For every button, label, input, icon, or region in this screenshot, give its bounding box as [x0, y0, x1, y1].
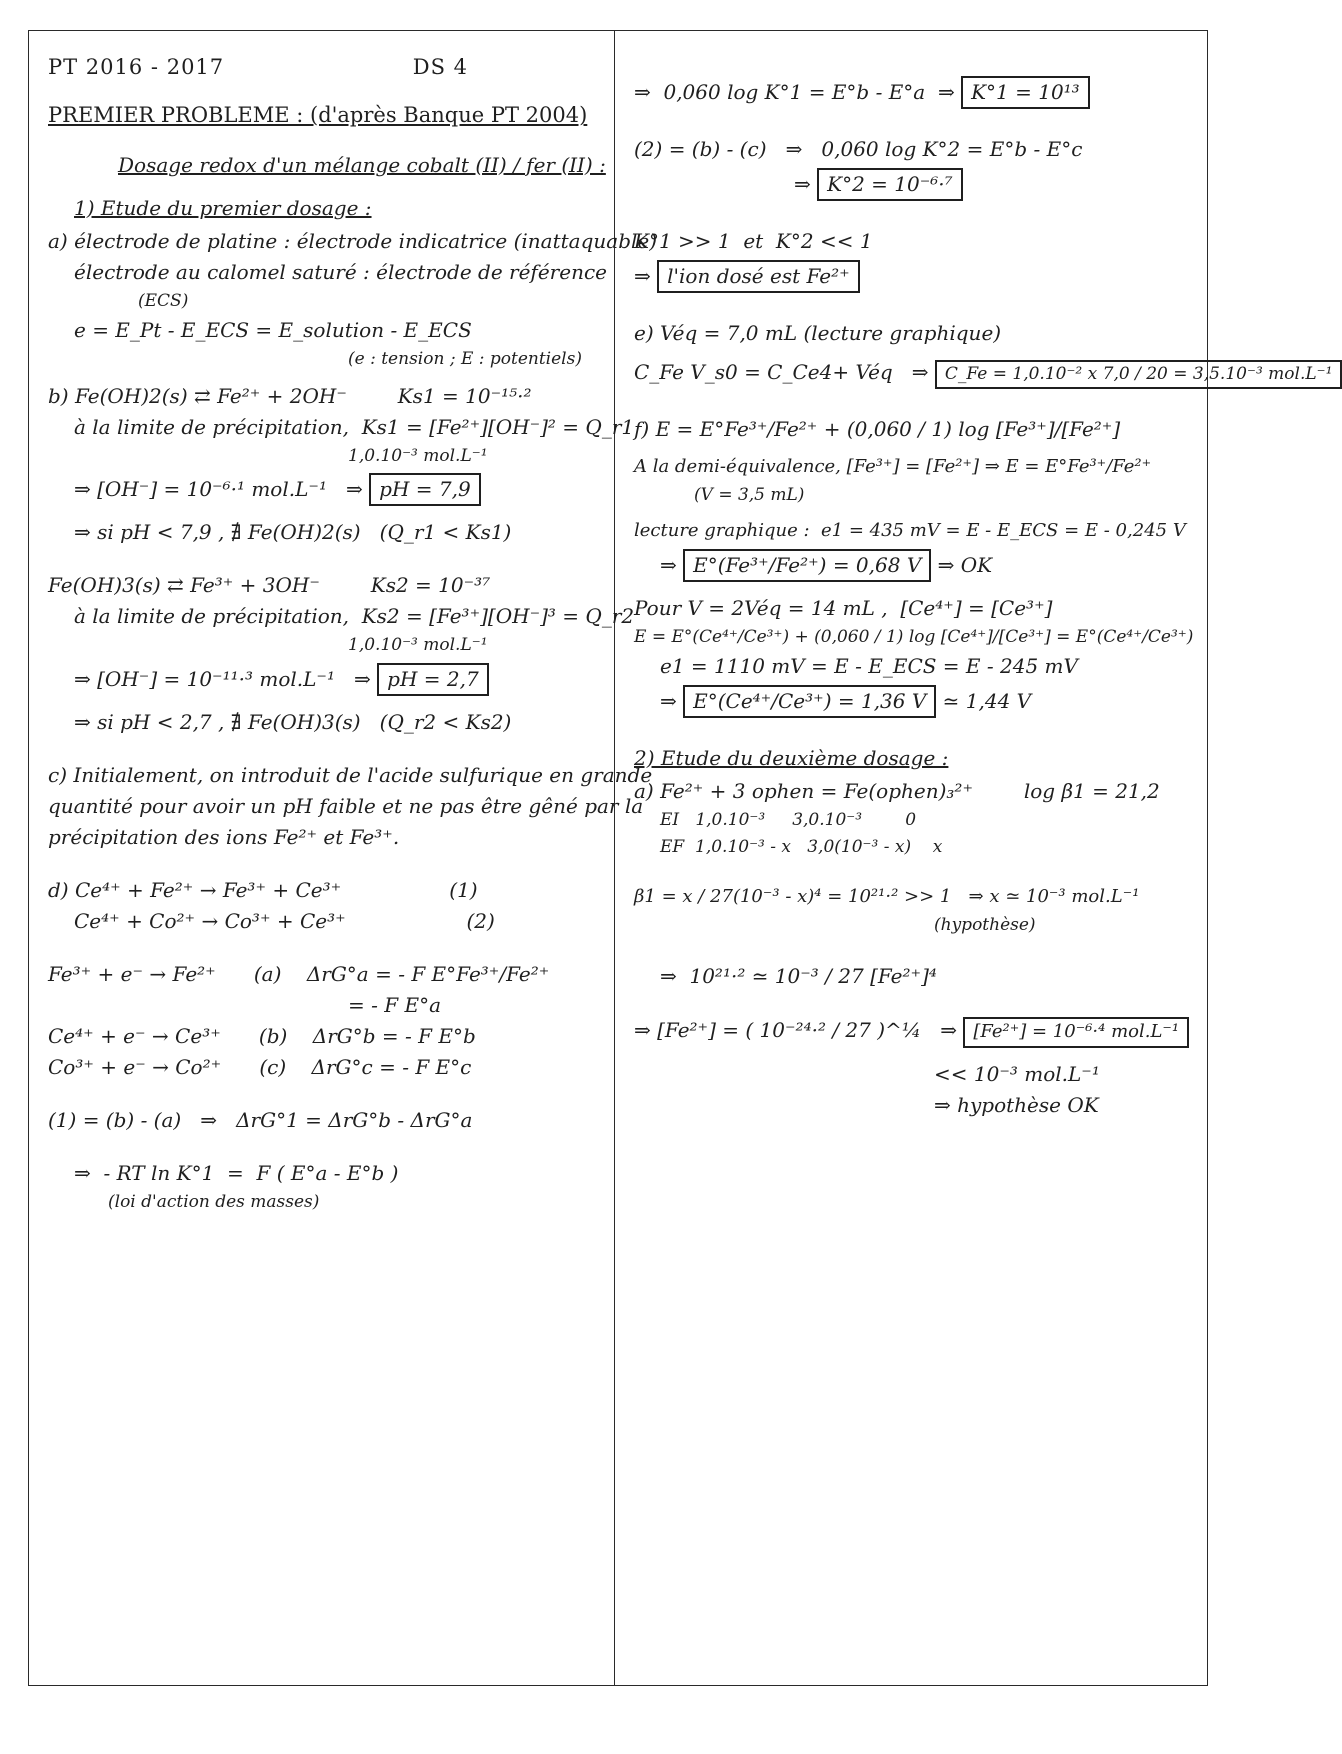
school-year: PT 2016 - 2017 — [48, 55, 225, 79]
line-e2-text: C_Fe V_s0 = C_Ce4+ Véq ⇒ — [634, 360, 929, 384]
result-ph-2: pH = 2,7 — [377, 663, 489, 696]
line-d2: Ce⁴⁺ + Co²⁺ → Co³⁺ + Ce³⁺ (2) — [74, 908, 495, 933]
line-r2: (2) = (b) - (c) ⇒ 0,060 log K°2 = E°b - E°c — [634, 137, 1083, 161]
line-d8: (loi d'action des masses) — [108, 1191, 320, 1212]
line-g7: << 10⁻³ mol.L⁻¹ — [934, 1061, 1100, 1086]
problem-title: PREMIER PROBLEME : (d'après Banque PT 2004) — [48, 103, 588, 128]
line-a1: a) électrode de platine : électrode indicatrice (inattaquable) — [48, 228, 658, 253]
line-r3-result: ⇒ l'ion dosé est Fe²⁺ — [634, 260, 1196, 293]
result-titrated-ion: l'ion dosé est Fe²⁺ — [657, 260, 860, 293]
line-d6: (1) = (b) - (a) ⇒ ΔrG°1 = ΔrG°b - ΔrG°a — [48, 1107, 473, 1132]
line-f1: f) E = E°Fe³⁺/Fe²⁺ + (0,060 / 1) log [Fe³⁺]/[Fe²⁺] — [634, 417, 1121, 442]
line-b6: à la limite de précipitation, Ks2 = [Fe³⁺][OH⁻]³ = Q_r2 — [74, 604, 635, 629]
right-column — [618, 30, 1333, 1680]
left-column — [30, 30, 658, 1680]
problem-subtitle: Dosage redox d'un mélange cobalt (II) / fer (II) : — [118, 152, 606, 177]
line-g4b: (hypothèse) — [934, 914, 1036, 935]
line-b6-value: 1,0.10⁻³ mol.L⁻¹ — [348, 635, 488, 656]
line-a2: électrode au calomel saturé : électrode de référence — [74, 259, 607, 284]
line-b5: Fe(OH)3(s) ⇄ Fe³⁺ + 3OH⁻ Ks2 = 10⁻³⁷ — [48, 573, 491, 598]
line-d3: Fe³⁺ + e⁻ → Fe²⁺ (a) ΔrG°a = - F E°Fe³⁺/Fe²⁺ — [48, 961, 550, 986]
line-f3: lecture graphique : e1 = 435 mV = E - E_ECS = E - 0,245 V — [634, 520, 1186, 541]
line-f2: A la demi-équivalence, [Fe³⁺] = [Fe²⁺] ⇒ E = E°Fe³⁺/Fe²⁺ — [634, 456, 1152, 478]
result-k2: K°2 = 10⁻⁶·⁷ — [817, 168, 963, 201]
line-f8b: ≃ 1,44 V — [942, 688, 1032, 713]
result-ph-1: pH = 7,9 — [369, 473, 481, 506]
line-b2-value: 1,0.10⁻³ mol.L⁻¹ — [348, 446, 488, 466]
line-g2: EI 1,0.10⁻³ 3,0.10⁻³ 0 — [660, 809, 917, 830]
line-c2: quantité pour avoir un pH faible et ne pas être gêné par la — [48, 793, 644, 818]
result-concentration: C_Fe = 1,0.10⁻² x 7,0 / 20 = 3,5.10⁻³ mol.L⁻¹ — [935, 360, 1342, 389]
line-g1: a) Fe²⁺ + 3 ophen = Fe(ophen)₃²⁺ log β1 = 21,2 — [634, 778, 1160, 803]
line-b3: ⇒ [OH⁻] = 10⁻⁶·¹ mol.L⁻¹ ⇒ pH = 7,9 — [74, 473, 604, 506]
line-f4-ok: ⇒ OK — [937, 552, 993, 577]
exam-name: DS 4 — [412, 55, 468, 79]
line-c3: précipitation des ions Fe²⁺ et Fe³⁺. — [48, 824, 400, 849]
line-g6-text: ⇒ [Fe²⁺] = ( 10⁻²⁴·² / 27 )^¼ ⇒ — [634, 1018, 957, 1042]
line-d7: ⇒ - RT ln K°1 = F ( E°a - E°b ) — [74, 1160, 399, 1185]
part1-heading: 1) Etude du premier dosage : — [74, 195, 372, 220]
line-e2 — [634, 360, 1333, 389]
line-b4: ⇒ si pH < 7,9 , ∄ Fe(OH)2(s) (Q_r1 < Ks1) — [74, 520, 512, 545]
column-divider — [614, 30, 615, 1686]
line-f7: e1 = 1110 mV = E - E_ECS = E - 245 mV — [660, 653, 1078, 678]
line-a3-note: (e : tension ; E : potentiels) — [348, 348, 582, 369]
line-r1-text: ⇒ 0,060 log K°1 = E°b - E°a — [634, 80, 926, 104]
line-a2b: (ECS) — [138, 290, 189, 311]
line-d5: Co³⁺ + e⁻ → Co²⁺ (c) ΔrG°c = - F E°c — [48, 1054, 472, 1079]
result-e-fe: E°(Fe³⁺/Fe²⁺) = 0,68 V — [683, 549, 931, 582]
line-r3: K°1 >> 1 et K°2 << 1 — [634, 229, 873, 253]
line-r2-result: ⇒ K°2 = 10⁻⁶·⁷ — [794, 168, 1196, 201]
line-f5: Pour V = 2Véq = 14 mL , [Ce⁴⁺] = [Ce³⁺] — [634, 595, 1053, 620]
line-f8: ⇒ E°(Ce⁴⁺/Ce³⁺) = 1,36 V ≃ 1,44 V — [660, 685, 1196, 718]
line-b8: ⇒ si pH < 2,7 , ∄ Fe(OH)3(s) (Q_r2 < Ks2) — [74, 709, 512, 734]
line-f4: ⇒ E°(Fe³⁺/Fe²⁺) = 0,68 V ⇒ OK — [660, 549, 1196, 582]
line-b7-text: ⇒ [OH⁻] = 10⁻¹¹·³ mol.L⁻¹ — [74, 666, 335, 691]
part2-heading: 2) Etude du deuxième dosage : — [634, 745, 949, 770]
result-e-ce: E°(Ce⁴⁺/Ce³⁺) = 1,36 V — [683, 685, 936, 718]
line-b2: à la limite de précipitation, Ks1 = [Fe²⁺][OH⁻]² = Q_r1 — [74, 415, 635, 439]
line-r1: ⇒ 0,060 log K°1 = E°b - E°a ⇒ K°1 = 10¹³ — [634, 76, 1196, 109]
line-b1: b) Fe(OH)2(s) ⇄ Fe²⁺ + 2OH⁻ Ks1 = 10⁻¹⁵·² — [48, 384, 532, 408]
line-a3: e = E_Pt - E_ECS = E_solution - E_ECS — [74, 317, 472, 342]
line-f6: E = E°(Ce⁴⁺/Ce³⁺) + (0,060 / 1) log [Ce⁴⁺]/[Ce³⁺] = E°(Ce⁴⁺/Ce³⁺) — [634, 626, 1194, 647]
line-f2b: (V = 3,5 mL) — [694, 484, 805, 505]
line-g3: EF 1,0.10⁻³ - x 3,0(10⁻³ - x) x — [660, 837, 943, 857]
line-e1: e) Véq = 7,0 mL (lecture graphique) — [634, 321, 1002, 345]
line-d1: d) Ce⁴⁺ + Fe²⁺ → Fe³⁺ + Ce³⁺ (1) — [48, 877, 478, 902]
line-b7: ⇒ [OH⁻] = 10⁻¹¹·³ mol.L⁻¹ ⇒ pH = 2,7 — [74, 663, 604, 696]
line-c1: c) Initialement, on introduit de l'acide sulfurique en grande — [48, 762, 653, 787]
line-g8: ⇒ hypothèse OK — [934, 1092, 1099, 1117]
line-d4: Ce⁴⁺ + e⁻ → Ce³⁺ (b) ΔrG°b = - F E°b — [48, 1023, 476, 1048]
line-g6 — [634, 1017, 1196, 1048]
line-g5: ⇒ 10²¹·² ≃ 10⁻³ / 27 [Fe²⁺]⁴ — [660, 964, 937, 988]
line-g4: β1 = x / 27(10⁻³ - x)⁴ = 10²¹·² >> 1 ⇒ x ≃ 10⁻³ mol.L⁻¹ — [634, 886, 1140, 908]
line-b3-text: ⇒ [OH⁻] = 10⁻⁶·¹ mol.L⁻¹ — [74, 477, 327, 502]
header — [48, 54, 468, 80]
result-fe-concentration: [Fe²⁺] = 10⁻⁶·⁴ mol.L⁻¹ — [963, 1017, 1189, 1048]
line-d3b: = - F E°a — [348, 992, 441, 1017]
result-k1: K°1 = 10¹³ — [961, 76, 1090, 109]
